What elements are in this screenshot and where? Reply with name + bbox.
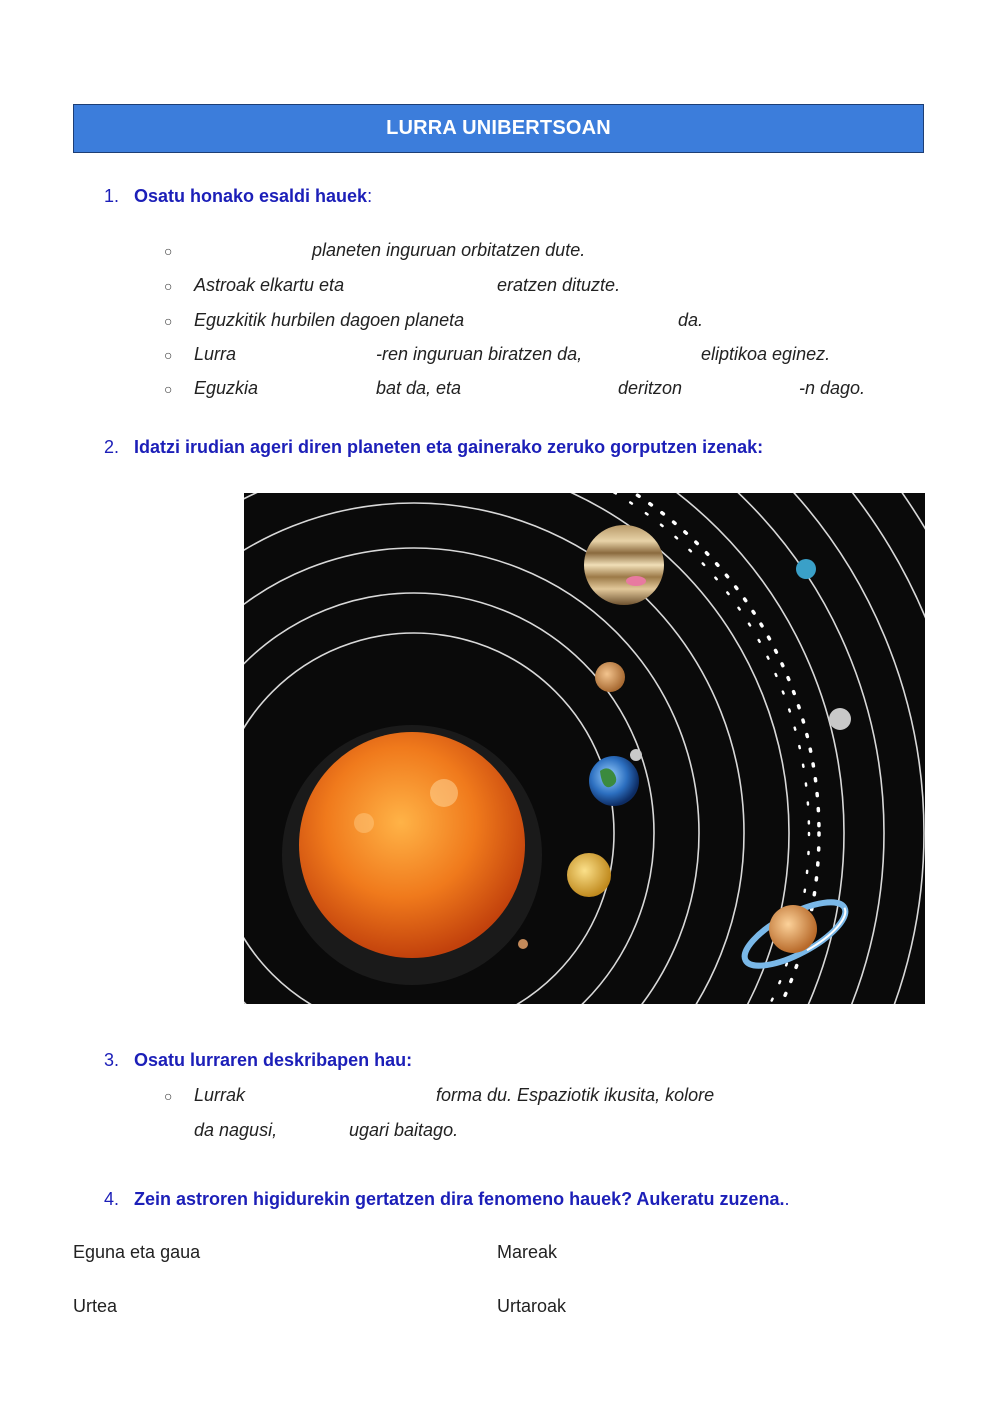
solar-system-illustration — [244, 493, 925, 1004]
circle-bullet-icon: ○ — [164, 1088, 173, 1104]
solar-system-image — [244, 493, 925, 1004]
sentence-3-part-1: Eguzkitik hurbilen dagoen planeta — [194, 310, 465, 330]
great-red-spot-icon — [626, 576, 646, 586]
question-1 — [104, 186, 372, 207]
title-bar — [73, 104, 924, 153]
sun-flare-icon — [430, 779, 458, 807]
sentence-2-part-2: eratzen dituzte. — [497, 275, 621, 295]
description-line-1-part-2: forma du. Espaziotik ikusita, kolore — [436, 1085, 715, 1105]
circle-bullet-icon: ○ — [164, 278, 173, 294]
question-period: . — [784, 1189, 790, 1209]
venus-icon — [567, 853, 611, 897]
question-number: 4. — [104, 1189, 120, 1209]
question-2 — [104, 437, 763, 458]
mercury-icon — [518, 939, 528, 949]
phenomenon-tides: Mareak — [497, 1242, 558, 1262]
saturn-icon — [769, 905, 817, 953]
question-4 — [104, 1189, 789, 1210]
circle-bullet-icon: ○ — [164, 313, 173, 329]
description-line-1-part-1: Lurrak — [194, 1085, 246, 1105]
sentence-5-part-3: deritzon — [618, 378, 683, 398]
circle-bullet-icon: ○ — [164, 347, 173, 363]
description-line-2-part-2: ugari baitago. — [349, 1120, 459, 1140]
phenomenon-seasons: Urtaroak — [497, 1296, 567, 1316]
sentence-4-part-1: Lurra — [194, 344, 237, 364]
sentence-5-part-1: Eguzkia — [194, 378, 259, 398]
sun-flare-icon — [354, 813, 374, 833]
mars-icon — [595, 662, 625, 692]
phenomenon-year: Urtea — [73, 1296, 118, 1316]
question-text: Osatu lurraren deskribapen hau: — [134, 1050, 413, 1070]
circle-bullet-icon: ○ — [164, 243, 173, 259]
sentence-5-part-4: -n dago. — [799, 378, 866, 398]
question-text: Osatu honako esaldi hauek — [134, 186, 368, 206]
sentence-5-part-2: bat da, eta — [376, 378, 462, 398]
uranus-icon — [829, 708, 851, 730]
sentence-1-part-1: planeten inguruan orbitatzen dute. — [312, 240, 586, 260]
question-text: Idatzi irudian ageri diren planeten eta gainerako zeruko gorputzen izenak: — [134, 437, 764, 457]
question-number: 2. — [104, 437, 120, 457]
page-title: LURRA UNIBERTSOAN — [386, 117, 611, 139]
phenomenon-day-night: Eguna eta gaua — [73, 1242, 201, 1262]
neptune-icon — [796, 559, 816, 579]
question-colon: : — [367, 186, 373, 206]
question-text: Zein astroren higidurekin gertatzen dira fenomeno hauek? Aukeratu zuzena. — [134, 1189, 785, 1209]
question-number: 1. — [104, 186, 120, 206]
sentence-3-part-2: da. — [678, 310, 704, 330]
circle-bullet-icon: ○ — [164, 381, 173, 397]
sentence-2-part-1: Astroak elkartu eta — [194, 275, 345, 295]
question-3 — [104, 1050, 412, 1071]
jupiter-icon — [584, 525, 664, 605]
description-line-2-part-1: da nagusi, — [194, 1120, 278, 1140]
sentence-4-part-3: eliptikoa eginez. — [701, 344, 831, 364]
sun-icon — [299, 732, 525, 958]
question-number: 3. — [104, 1050, 120, 1070]
sentence-4-part-2: -ren inguruan biratzen da, — [376, 344, 583, 364]
moon-icon — [630, 749, 642, 761]
